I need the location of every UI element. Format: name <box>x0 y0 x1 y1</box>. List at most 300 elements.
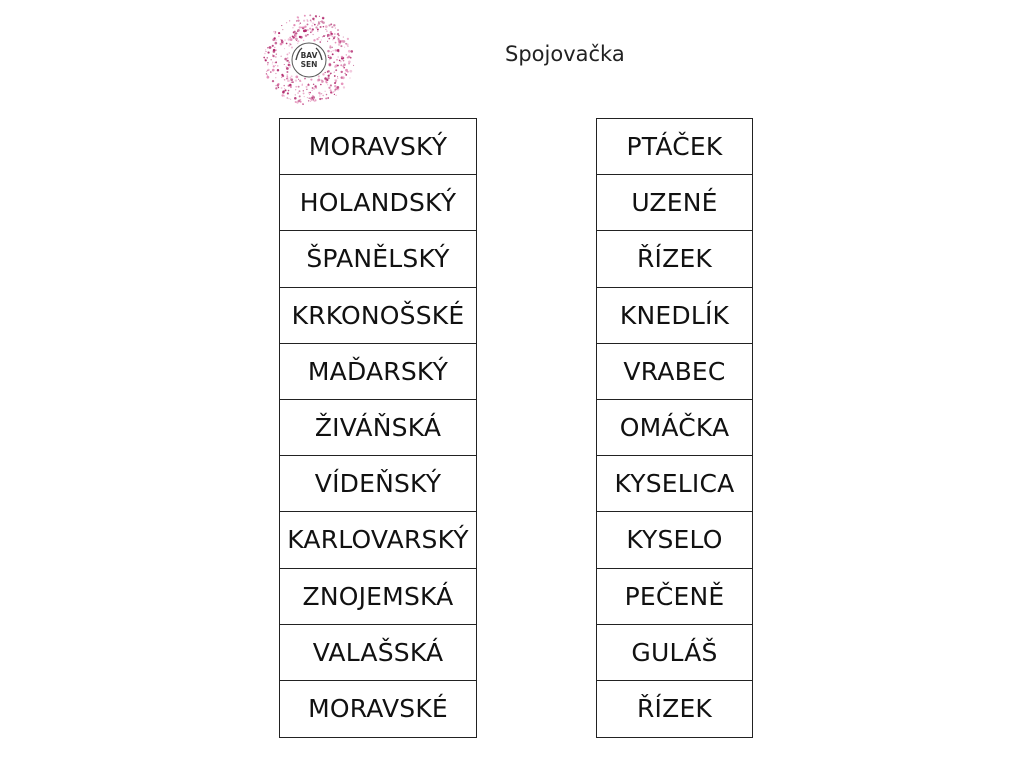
right-word-cell: VRABEC <box>597 344 752 400</box>
logo-dot <box>313 39 315 41</box>
logo-dot <box>312 23 313 24</box>
right-word-cell: UZENÉ <box>597 175 752 231</box>
logo-dot <box>337 76 338 77</box>
logo-dot <box>312 34 313 35</box>
left-word-cell: ŠPANĚLSKÝ <box>280 231 476 287</box>
logo-dot <box>349 70 352 73</box>
logo-dot <box>332 36 333 37</box>
logo-dot <box>303 29 306 32</box>
logo-dot <box>289 45 290 46</box>
logo-dot <box>281 87 283 89</box>
logo-dot <box>271 59 272 60</box>
logo-dot <box>313 84 314 85</box>
logo-dot <box>290 86 292 88</box>
logo-dot <box>272 63 273 64</box>
logo-dot <box>278 32 280 34</box>
logo-dot <box>286 97 288 99</box>
logo-dot <box>322 81 324 83</box>
logo-dot <box>337 37 338 38</box>
logo-dot <box>328 75 330 77</box>
logo-dot <box>341 82 344 85</box>
right-word-cell: KYSELICA <box>597 456 752 512</box>
logo-dot <box>334 33 336 35</box>
logo-dot <box>297 92 299 94</box>
logo-dot <box>321 39 322 40</box>
logo-dot <box>334 71 335 72</box>
logo-dot <box>310 79 312 81</box>
logo-dot <box>325 81 327 83</box>
logo-dot <box>325 25 328 28</box>
logo-dot <box>311 30 313 32</box>
logo-dot <box>325 97 327 99</box>
logo-dot <box>270 71 272 73</box>
left-word-cell: MORAVSKÉ <box>308 694 448 724</box>
logo-dot <box>286 43 288 45</box>
logo-dot <box>275 85 276 86</box>
right-word-cell: KYSELO <box>597 512 752 568</box>
logo-dot <box>289 20 290 21</box>
logo-dot <box>292 36 294 38</box>
logo-dot <box>330 74 331 75</box>
logo-dot <box>333 91 334 92</box>
logo-dot <box>327 79 329 81</box>
logo-dot <box>309 98 310 99</box>
logo-dot <box>335 28 336 29</box>
logo-dot <box>299 90 301 92</box>
logo-dot <box>325 35 326 36</box>
logo-dot <box>337 86 340 89</box>
logo-dot <box>290 77 292 79</box>
logo-dot <box>265 49 266 50</box>
logo-dot <box>323 35 325 37</box>
logo-dot <box>327 97 329 99</box>
logo-dot <box>334 85 336 87</box>
logo-dot <box>287 57 289 59</box>
logo-dot <box>298 86 300 88</box>
logo-dot <box>302 84 303 85</box>
logo-graphic <box>262 14 356 106</box>
logo-dot <box>281 74 283 76</box>
logo-dot <box>277 69 279 71</box>
logo-dot <box>344 47 345 48</box>
logo-dot <box>286 22 287 23</box>
logo-dot <box>314 85 316 87</box>
logo-dot <box>266 71 267 72</box>
logo-dot <box>325 29 326 30</box>
logo-dot <box>330 84 332 86</box>
right-word-cell: ŘÍZEK <box>597 231 752 287</box>
logo-dot <box>335 49 337 51</box>
left-word-cell: ŽIVÁŇSKÁ <box>280 400 476 456</box>
logo-dot <box>309 94 310 95</box>
logo-dot <box>291 75 293 77</box>
logo-dot <box>302 85 303 86</box>
logo-dot <box>334 94 335 95</box>
logo-dot <box>330 31 332 33</box>
logo-dot <box>316 38 318 40</box>
logo-dot <box>294 34 295 35</box>
logo-dot <box>329 57 332 60</box>
logo-dot <box>313 99 315 101</box>
logo-dot <box>327 77 329 79</box>
logo-dot <box>311 21 312 22</box>
logo-dot <box>326 30 328 32</box>
logo-dot <box>304 15 306 17</box>
logo-dot <box>266 51 267 52</box>
logo-dot <box>281 40 284 43</box>
logo-dot <box>275 31 276 32</box>
logo-dot <box>337 65 339 67</box>
logo-dot <box>276 49 277 50</box>
logo-dot <box>328 55 330 57</box>
logo-dot <box>286 74 288 76</box>
logo-dot <box>281 25 282 26</box>
logo-dot <box>333 37 335 39</box>
logo-dot <box>281 77 282 78</box>
logo-dot <box>275 39 277 41</box>
logo-dot <box>288 62 289 63</box>
logo-dot <box>351 50 354 53</box>
logo-dot <box>335 69 337 71</box>
logo-dot <box>295 89 296 90</box>
logo-dot <box>289 64 291 66</box>
logo-dot <box>347 56 349 58</box>
logo-dot <box>343 37 344 38</box>
right-word-cell: PEČENĚ <box>597 569 752 625</box>
logo-dot <box>295 38 298 41</box>
page-title: Spojovačka <box>505 42 625 66</box>
logo-dot <box>317 29 319 31</box>
logo-dot <box>342 76 345 79</box>
logo-dot <box>329 87 330 88</box>
right-word-cell: KNEDLÍK <box>597 288 752 344</box>
logo-dot <box>281 94 283 96</box>
left-word-cell: KRKONOŠSKÉ <box>280 288 476 344</box>
logo-dot <box>267 64 268 65</box>
logo-dot <box>307 34 308 35</box>
logo-dot <box>341 40 344 43</box>
logo-dot <box>288 38 291 41</box>
logo-dot <box>272 55 274 57</box>
logo-dot <box>303 40 304 41</box>
logo-dot <box>307 97 308 98</box>
logo-dot <box>305 34 307 36</box>
logo-dot <box>319 41 321 43</box>
logo-dot <box>275 77 276 78</box>
logo-dot <box>288 98 289 99</box>
logo-dot <box>330 89 332 91</box>
logo-dot <box>277 65 279 67</box>
logo-dot <box>319 16 320 17</box>
logo-dot <box>266 73 267 74</box>
logo-dot <box>327 70 330 73</box>
logo-dot <box>302 104 303 105</box>
logo-dot <box>303 92 305 94</box>
logo-dot <box>304 78 306 80</box>
logo-dot <box>333 36 334 37</box>
logo-dot <box>320 26 322 28</box>
right-word-cell: PTÁČEK <box>597 119 752 175</box>
logo-dot <box>299 24 300 25</box>
logo-dot <box>318 22 320 24</box>
logo-dot <box>344 67 345 68</box>
logo-dot <box>312 18 314 20</box>
logo-dot <box>284 89 286 91</box>
logo-dot <box>334 65 337 68</box>
logo-dot <box>307 29 309 31</box>
logo-dot <box>294 31 296 33</box>
logo-dot <box>334 90 336 92</box>
right-word-cell: ŘÍZEK <box>636 694 713 724</box>
logo-dot <box>278 36 279 37</box>
logo-dot <box>299 80 301 82</box>
logo-dot <box>284 79 286 81</box>
logo-dot <box>267 47 268 48</box>
logo-dot <box>317 25 318 26</box>
right-word-cell: OMÁČKA <box>597 400 752 456</box>
logo-dot <box>309 28 311 30</box>
logo-dot <box>353 65 354 66</box>
logo-dot <box>286 76 288 78</box>
logo-dot <box>288 90 290 92</box>
left-word-cell: VALAŠSKÁ <box>280 625 476 681</box>
logo-dot <box>335 42 337 44</box>
logo-dot <box>297 20 299 22</box>
logo-dot <box>284 58 287 61</box>
logo-dot <box>284 64 285 65</box>
logo-dot <box>331 26 333 28</box>
logo-dot <box>328 57 329 58</box>
logo-dot <box>284 48 285 49</box>
logo-dot <box>282 29 283 30</box>
logo-dot <box>303 20 305 22</box>
logo-dot <box>295 79 297 81</box>
logo-dot <box>275 61 277 63</box>
logo-dot <box>340 45 342 47</box>
logo-dot <box>339 60 341 62</box>
logo-dot <box>328 38 330 40</box>
logo-dot <box>297 43 298 44</box>
logo-dot <box>275 42 278 45</box>
logo-dot <box>290 78 293 81</box>
logo-dot <box>322 17 325 20</box>
logo-dot <box>294 97 297 100</box>
logo-dot <box>314 24 316 26</box>
logo-dot <box>287 79 290 82</box>
logo-dot <box>277 84 279 86</box>
logo-dot <box>328 34 330 36</box>
logo-dot <box>284 88 285 89</box>
logo-dot <box>301 27 302 28</box>
logo-dot <box>286 77 288 79</box>
logo-dot <box>334 36 335 37</box>
logo-dot <box>332 47 333 48</box>
logo-text-line2: SEN <box>300 60 318 69</box>
logo-dot <box>267 76 270 79</box>
logo-dot <box>336 95 337 96</box>
logo-dot <box>320 84 322 86</box>
logo-dot <box>347 71 349 73</box>
logo-dot <box>348 50 351 53</box>
left-word-cell: MAĎARSKÝ <box>280 344 476 400</box>
logo-dot <box>329 45 331 47</box>
logo-dot <box>322 21 325 24</box>
logo-dot <box>274 33 275 34</box>
logo-dot <box>311 97 313 99</box>
logo-dot <box>295 94 296 95</box>
logo-dot <box>315 26 317 28</box>
logo-dot <box>333 62 335 64</box>
logo-dot <box>273 49 276 52</box>
logo-dot <box>307 23 309 25</box>
logo-dot <box>327 50 330 53</box>
logo-dot <box>274 37 276 39</box>
logo-dot <box>286 67 289 70</box>
left-word-cell: ZNOJEMSKÁ <box>280 569 476 625</box>
logo-dot <box>273 65 275 67</box>
logo-dot <box>344 73 345 74</box>
logo-dot <box>295 76 298 79</box>
logo-dot <box>314 99 316 101</box>
logo-dot <box>278 87 280 89</box>
logo-dot <box>286 53 288 55</box>
logo-dot <box>327 41 328 42</box>
logo-dot <box>272 69 275 72</box>
left-word-column <box>279 118 477 738</box>
logo-dot <box>308 100 309 101</box>
logo-dot <box>269 46 272 49</box>
logo-dot <box>297 17 299 19</box>
logo-dot <box>274 47 275 48</box>
bavsen-logo <box>262 14 356 106</box>
logo-dot <box>331 92 332 93</box>
logo-dot <box>350 57 352 59</box>
logo-dot <box>337 33 339 35</box>
logo-dot <box>335 79 337 81</box>
logo-dot <box>317 79 320 82</box>
logo-dot <box>330 51 332 53</box>
logo-dot <box>316 17 317 18</box>
logo-dot <box>325 80 326 81</box>
logo-dot <box>332 53 334 55</box>
logo-dot <box>309 92 311 94</box>
logo-dot <box>282 91 285 94</box>
logo-dot <box>332 50 334 52</box>
logo-dot <box>292 27 293 28</box>
logo-dot <box>326 94 328 96</box>
logo-dot <box>346 54 347 55</box>
left-word-cell: VÍDEŇSKÝ <box>280 456 476 512</box>
logo-dot <box>333 24 335 26</box>
logo-dot <box>272 62 273 63</box>
logo-dot <box>303 90 304 91</box>
logo-dot <box>306 86 308 88</box>
logo-dot <box>350 77 351 78</box>
logo-dot <box>267 75 268 76</box>
logo-dot <box>325 72 326 73</box>
logo-dot <box>323 26 325 28</box>
right-word-column <box>596 118 753 738</box>
logo-dot <box>267 62 269 64</box>
logo-dot <box>310 19 312 21</box>
logo-dot <box>348 63 350 65</box>
logo-dot <box>343 86 345 88</box>
logo-dot <box>307 84 309 86</box>
logo-dot <box>280 43 283 46</box>
logo-dot <box>322 36 323 37</box>
logo-dot <box>318 75 320 77</box>
logo-dot <box>290 44 292 46</box>
logo-dot <box>336 59 338 61</box>
logo-dot <box>319 98 321 100</box>
logo-dot <box>313 88 315 90</box>
logo-dot <box>324 91 325 92</box>
logo-dot <box>338 56 339 57</box>
logo-dot <box>283 85 284 86</box>
left-word-cell: KARLOVARSKÝ <box>280 512 476 568</box>
logo-dot <box>275 56 277 58</box>
logo-dot <box>267 51 269 53</box>
logo-dot <box>299 95 301 97</box>
logo-dot <box>275 73 276 74</box>
logo-dot <box>312 90 313 91</box>
logo-dot <box>337 49 339 51</box>
logo-dot <box>273 31 275 33</box>
logo-dot <box>289 67 290 68</box>
logo-dot <box>330 23 332 25</box>
logo-dot <box>346 43 348 45</box>
logo-dot <box>289 37 291 39</box>
logo-dot <box>297 40 299 42</box>
logo-dot <box>300 36 303 39</box>
logo-dot <box>341 56 343 58</box>
logo-dot <box>275 65 276 66</box>
logo-text-line1: BAV <box>300 51 318 60</box>
logo-dot <box>296 20 297 21</box>
logo-dot <box>286 66 287 67</box>
logo-dot <box>347 38 349 40</box>
logo-dot <box>302 27 304 29</box>
logo-dot <box>291 82 293 84</box>
logo-dot <box>280 39 281 40</box>
logo-dot <box>291 46 293 48</box>
logo-dot <box>345 74 347 76</box>
logo-dot <box>287 92 289 94</box>
logo-dot <box>334 75 336 77</box>
right-word-cell: GULÁŠ <box>597 625 752 681</box>
logo-dot <box>295 86 297 88</box>
logo-dot <box>343 60 345 62</box>
logo-dot <box>288 85 290 87</box>
logo-dot <box>263 57 265 59</box>
logo-dot <box>307 20 309 22</box>
logo-dot <box>317 31 318 32</box>
logo-dot <box>321 93 322 94</box>
logo-dot <box>311 25 313 27</box>
logo-dot <box>292 81 294 83</box>
logo-dot <box>310 101 311 102</box>
logo-dot <box>276 54 277 55</box>
logo-dot <box>264 53 266 55</box>
logo-dot <box>332 39 333 40</box>
logo-dot <box>329 59 330 60</box>
logo-dot <box>340 71 342 73</box>
logo-dot <box>289 52 291 54</box>
logo-dot <box>304 26 306 28</box>
logo-dot <box>318 92 320 94</box>
logo-dot <box>300 22 301 23</box>
logo-dot <box>319 95 320 96</box>
